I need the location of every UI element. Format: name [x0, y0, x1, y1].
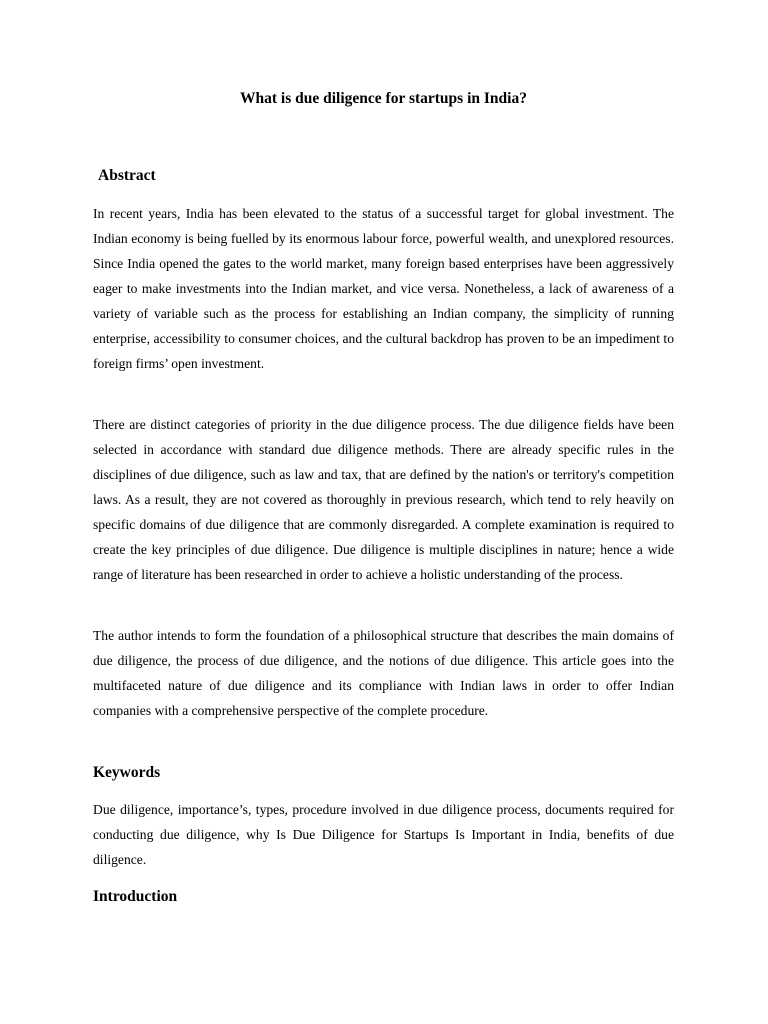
- abstract-paragraph-2: There are distinct categories of priority in the due diligence process. The due diligence fields have been selected in accordance with standard due diligence methods. There are already specific rules in the disciplines of due diligence, such as law and tax, that are defined by the nation's or territory's competition laws. As a result, they are not covered as thoroughly in previous research, which tend to rely heavily on specific domains of due diligence that are commonly disregarded. A complete examination is required to create the key principles of due diligence. Due diligence is multiple disciplines in nature; hence a wide range of literature has been researched in order to achieve a holistic understanding of the process.: [93, 417, 674, 582]
- abstract-paragraph-3: The author intends to form the foundation of a philosophical structure that describes the main domains of due diligence, the process of due diligence, and the notions of due diligence. This article goes into the multifaceted nature of due diligence and its compliance with Indian laws in order to offer Indian companies with a comprehensive perspective of the complete procedure.: [93, 628, 674, 718]
- abstract-paragraph-1: In recent years, India has been elevated to the status of a successful target for global investment. The Indian economy is being fuelled by its enormous labour force, powerful wealth, and unexplored resources. Since India opened the gates to the world market, many foreign based enterprises have been aggressively eager to make investments into the Indian market, and vice versa. Nonetheless, a lack of awareness of a variety of variable such as the process for establishing an Indian company, the simplicity of running enterprise, accessibility to consumer choices, and the cultural backdrop has proven to be an impediment to foreign firms’ open investment.: [93, 206, 674, 371]
- abstract-heading: Abstract: [98, 167, 156, 184]
- introduction-heading: Introduction: [93, 888, 178, 905]
- document-title: What is due diligence for startups in India?: [240, 90, 527, 107]
- keywords-paragraph: Due diligence, importance’s, types, procedure involved in due diligence process, documents required for conducting due diligence, why Is Due Diligence for Startups Is Important in India, benefits of due diligence.: [93, 802, 674, 867]
- keywords-heading: Keywords: [93, 764, 161, 781]
